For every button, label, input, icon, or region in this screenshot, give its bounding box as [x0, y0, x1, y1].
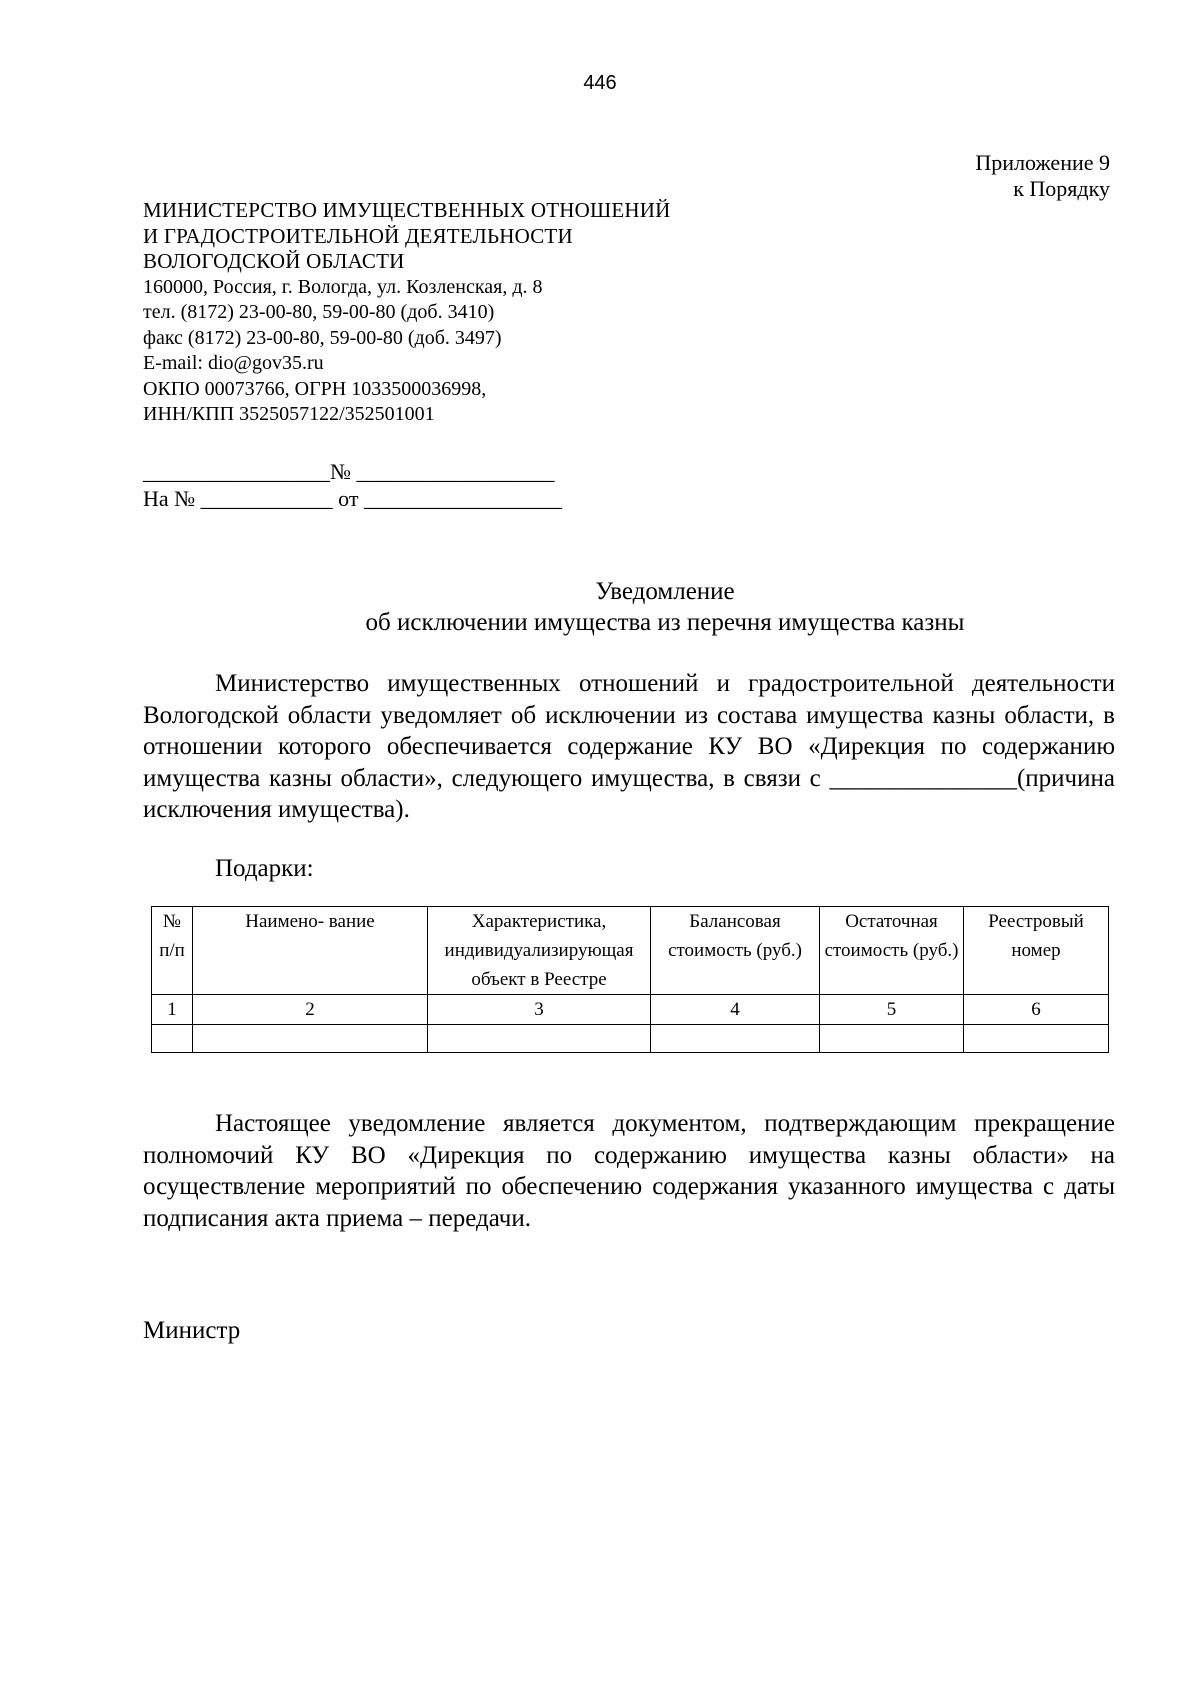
table-cell: 3 [428, 995, 651, 1025]
table-cell: 1 [152, 995, 193, 1025]
notification-paragraph: Министерство имущественных отношений и градостроительной деятельности Вологодской области уведомляет об исключении из состава имущества казны области, в отношении которого обеспечивается содержание КУ ВО «Дирекция по содержанию имущества казны области», следующего имущества, в связи с _______________(причина исключения имущества). [143, 670, 1115, 823]
appendix-note [975, 150, 1110, 202]
sender-okpo-ogrn: ОКПО 00073766, ОГРН 1033500036998, [143, 377, 487, 400]
signature-title: Министр [143, 1317, 241, 1344]
confirmation-paragraph: Настоящее уведомление является документом, подтверждающим прекращение полномочий КУ ВО «Дирекция по содержанию имущества казны области» на осуществление мероприятий по обеспечению содержания указанного имущества с даты подписания акта приема – передачи. [143, 1110, 1115, 1232]
table-row [152, 1025, 1109, 1053]
title-line-2: об исключении имущества из перечня имущества казны [365, 609, 965, 636]
org-name-line-2: И ГРАДОСТРОИТЕЛЬНОЙ ДЕЯТЕЛЬНОСТИ [143, 223, 573, 248]
appendix-line-1: Приложение 9 [975, 150, 1110, 175]
outgoing-number-line: _________________№ __________________ [143, 459, 555, 484]
table-cell [964, 1025, 1109, 1053]
property-table [151, 906, 1109, 1053]
table-row [152, 995, 1109, 1025]
document-title [0, 576, 1200, 638]
header-number: № п/п [152, 907, 193, 995]
table-cell [820, 1025, 964, 1053]
title-line-1: Уведомление [595, 578, 735, 605]
table-cell [428, 1025, 651, 1053]
reference-block [143, 458, 562, 512]
sender-address: 160000, Россия, г. Вологда, ул. Козленская, д. 8 [143, 275, 543, 298]
table-cell: 6 [964, 995, 1109, 1025]
sender-phone: тел. (8172) 23-00-80, 59-00-80 (доб. 3410) [143, 301, 495, 323]
table-header-row [152, 907, 1109, 995]
incoming-reference-line: На № ____________ от __________________ [143, 486, 562, 511]
org-name-line-1: МИНИСТЕРСТВО ИМУЩЕСТВЕННЫХ ОТНОШЕНИЙ [143, 198, 671, 222]
header-name: Наимено- вание [193, 907, 428, 995]
sender-fax: факс (8172) 23-00-80, 59-00-80 (доб. 3497) [143, 326, 502, 349]
header-characteristic: Характеристика, индивидуализирующая объект в Реестре [428, 907, 651, 995]
sender-inn-kpp: ИНН/КПП 3525057122/352501001 [143, 403, 435, 425]
org-name-line-3: ВОЛОГОДСКОЙ ОБЛАСТИ [143, 249, 405, 273]
appendix-line-2: к Порядку [1013, 176, 1110, 201]
sender-email: E-mail: dio@gov35.ru [143, 352, 324, 374]
table-cell: 2 [193, 995, 428, 1025]
table-cell: 5 [820, 995, 964, 1025]
table-cell [193, 1025, 428, 1053]
sender-block [143, 198, 671, 428]
header-residual-value: Остаточная стоимость (руб.) [820, 907, 964, 995]
gifts-label: Подарки: [215, 855, 314, 882]
page-number: 446 [583, 72, 617, 94]
table-cell [152, 1025, 193, 1053]
table-cell [651, 1025, 820, 1053]
header-balance-value: Балансовая стоимость (руб.) [651, 907, 820, 995]
header-registry-number: Реестровый номер [964, 907, 1109, 995]
table-cell: 4 [651, 995, 820, 1025]
